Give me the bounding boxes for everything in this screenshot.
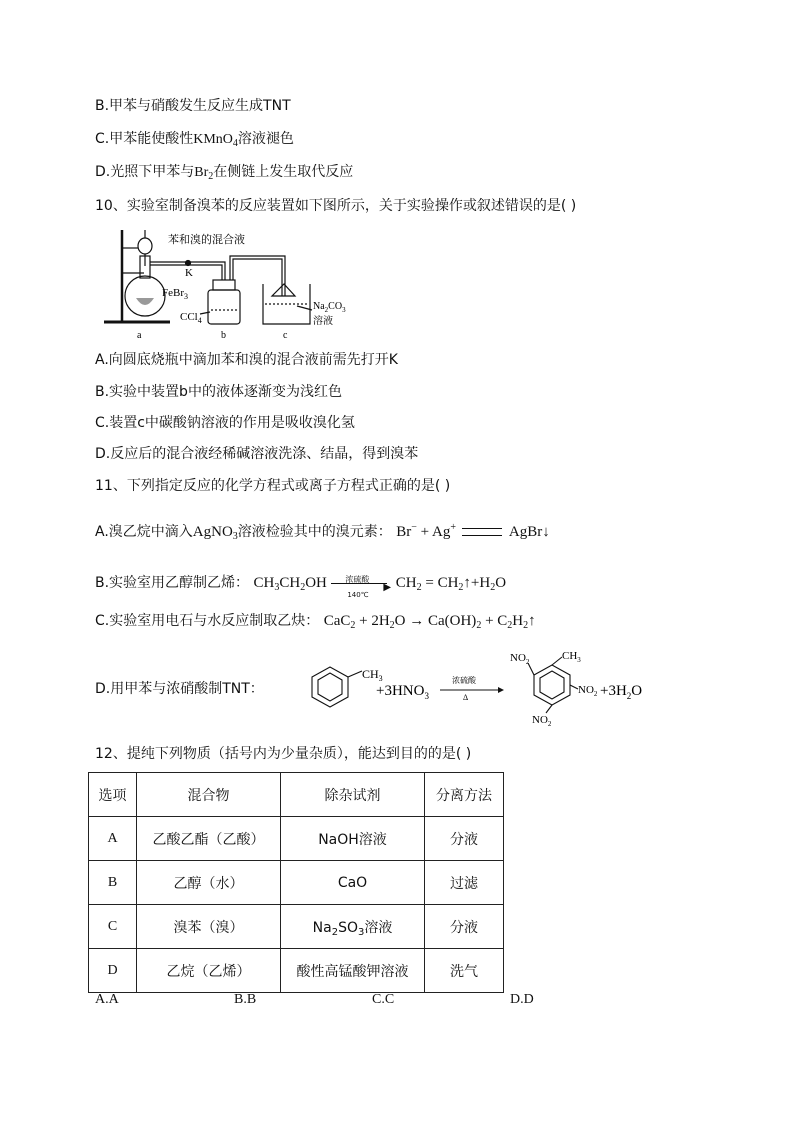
q11-d-equation bbox=[290, 645, 670, 730]
label-a: a bbox=[137, 330, 142, 341]
choice-b: B.B bbox=[234, 992, 257, 1007]
q11-stem: 11、下列指定反应的化学方程式或离子方程式正确的是( ) bbox=[95, 478, 451, 494]
label-b: b bbox=[221, 330, 226, 341]
q10-option-a: A.向圆底烧瓶中滴加苯和溴的混合液前需先打开K bbox=[95, 352, 398, 368]
q12-stem: 12、提纯下列物质（括号内为少量杂质），能达到目的的是( ) bbox=[95, 746, 472, 762]
table-header-row bbox=[89, 773, 504, 817]
label-solution: 溶液 bbox=[313, 316, 333, 327]
label-mixture: 苯和溴的混合液 bbox=[168, 233, 245, 246]
header-reagent: 除杂试剂 bbox=[281, 773, 425, 817]
header-method: 分离方法 bbox=[425, 773, 504, 817]
q11-option-b: B.实验室用乙醇制乙烯： $CH_3CH_2OH$ 浓硫酸 ▶ 140℃ $CH_2$ = $CH_2↑+H_2O$ bbox=[95, 575, 507, 599]
table-row: B 乙醇（水） CaO 过滤 bbox=[89, 861, 504, 905]
label-na2co3: $Na_2CO_3$ bbox=[313, 301, 346, 314]
q10-stem: 10、实验室制备溴苯的反应装置如下图所示，关于实验操作或叙述错误的是( ) bbox=[95, 198, 577, 214]
q10-option-c: C.装置c中碳酸钠溶液的作用是吸收溴化氢 bbox=[95, 415, 355, 431]
q10-apparatus-figure bbox=[100, 226, 360, 344]
label-k: K bbox=[185, 267, 193, 279]
header-option: 选项 bbox=[89, 773, 137, 817]
equals-arrow bbox=[462, 528, 502, 536]
table-row: D 乙烷（乙烯） 酸性高锰酸钾溶液 洗气 bbox=[89, 949, 504, 993]
choice-a: A.A bbox=[95, 992, 119, 1007]
benzene-ring-icon bbox=[312, 667, 362, 707]
tnt-ring-icon bbox=[528, 657, 578, 713]
q10-option-b: B.实验中装置b中的液体逐渐变为浅红色 bbox=[95, 384, 342, 400]
svg-text:CH3: $CH_3$ bbox=[362, 667, 383, 683]
choice-d: D.D bbox=[510, 992, 534, 1007]
svg-text:CH3: $CH_3$ bbox=[562, 650, 581, 664]
svg-text:NO2: $NO_2$ bbox=[532, 714, 552, 728]
q11-option-c: C.实验室用电石与水反应制取乙炔： $CaC_2 + 2H_2O \to Ca(OH)_2$ + $C_2H_2↑$ bbox=[95, 613, 536, 631]
q9-option-c: C.甲苯能使酸性KMnO$_4$溶液褪色 bbox=[95, 131, 294, 149]
label-ccl4: CCl$_4$ bbox=[180, 311, 202, 325]
q12-options-table bbox=[88, 772, 504, 993]
svg-text:Δ: Δ bbox=[463, 693, 469, 702]
reaction-arrow-b: 浓硫酸 ▶ 140℃ bbox=[331, 573, 391, 593]
svg-text:+3H2O: $+3H_2O$ bbox=[600, 683, 643, 701]
table-row: C 溴苯（溴） $Na_2SO_3$溶液 分液 bbox=[89, 905, 504, 949]
label-febr3: FeBr$_3$ bbox=[162, 287, 188, 301]
svg-text:NO2: $NO_2$ bbox=[578, 684, 598, 698]
q11-option-d: D.用甲苯与浓硝酸制TNT： bbox=[95, 681, 264, 697]
q10-option-d: D.反应后的混合液经稀碱溶液洗涤、结晶，得到溴苯 bbox=[95, 446, 419, 462]
svg-text:+3HNO3: $+3HNO_3$ bbox=[376, 683, 429, 701]
q9-option-b: B.甲苯与硝酸发生反应生成TNT bbox=[95, 98, 291, 114]
q9-option-d: D.光照下甲苯与$Br_2$在侧链上发生取代反应 bbox=[95, 164, 354, 182]
choice-c: C.C bbox=[372, 992, 395, 1007]
svg-text:浓硫酸: 浓硫酸 bbox=[452, 676, 476, 685]
table-row: A 乙酸乙酯（乙酸） NaOH溶液 分液 bbox=[89, 817, 504, 861]
label-c: c bbox=[283, 330, 288, 341]
q11-option-a: A.溴乙烷中滴入AgNO$_3$溶液检验其中的溴元素： Br− + Ag+ AgBr↓ bbox=[95, 522, 550, 542]
header-mixture: 混合物 bbox=[137, 773, 281, 817]
svg-text:NO2: $NO_2$ bbox=[510, 652, 530, 666]
